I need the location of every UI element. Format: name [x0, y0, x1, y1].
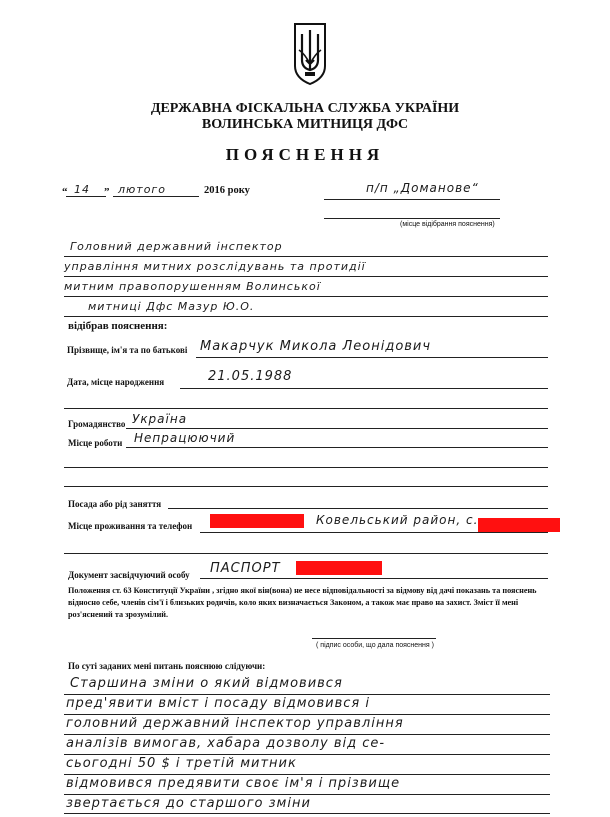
- date-day-line: [66, 196, 106, 197]
- date-place-caption: (місце відібрання пояснення): [400, 221, 495, 228]
- full-name-value: Макарчук Микола Леонідович: [200, 339, 432, 354]
- explanation-line-1: [64, 694, 550, 695]
- signature-line: [312, 638, 436, 639]
- org-name-line2: ВОЛИНСЬКА МИТНИЦЯ ДФС: [201, 117, 409, 132]
- residence-line2: [64, 553, 548, 554]
- date-place-line2: [324, 218, 500, 219]
- work-line2: [64, 467, 548, 468]
- birth-value: 21.05.1988: [208, 369, 293, 384]
- official-text-4: митниці Дфс Мазур Ю.О.: [88, 300, 255, 313]
- explanation-text-6: відмовився предявити своє ім'я і прізвище: [66, 776, 401, 791]
- date-day: 14: [74, 183, 90, 196]
- explanation-text-7: звертається до старшого зміни: [66, 796, 311, 811]
- work-line: [126, 447, 548, 448]
- citizenship-line: [126, 428, 548, 429]
- explanation-heading: По суті заданих мені питань пояснюю слідуючи:: [68, 661, 266, 671]
- official-line-3: [64, 296, 548, 297]
- official-line-1: [64, 256, 548, 257]
- explanation-line-2: [64, 714, 550, 715]
- explanation-line-7: [64, 813, 550, 814]
- id-doc-value: ПАСПОРТ: [210, 561, 281, 576]
- id-doc-line: [200, 578, 548, 579]
- org-name-line1: ДЕРЖАВНА ФІСКАЛЬНА СЛУЖБА УКРАЇНИ: [150, 101, 460, 116]
- explanation-line-4: [64, 754, 550, 755]
- full-name-label: Прізвище, ім'я та по батькові: [67, 345, 188, 355]
- residence-label: Місце проживання та телефон: [68, 521, 193, 531]
- explanation-text-4: аналізів вимогав, хабара дозволу від се-: [66, 736, 386, 751]
- work-label: Місце роботи: [68, 438, 123, 448]
- birth-line: [180, 388, 548, 389]
- signature-caption: ( підпис особи, що дала пояснення ): [316, 642, 434, 649]
- explanation-line-6: [64, 794, 550, 795]
- residence-redaction-1: [210, 514, 304, 528]
- residence-line: [200, 532, 548, 533]
- residence-value: Ковельський район, с.: [316, 513, 479, 527]
- position-label: Посада або рід заняття: [68, 499, 162, 509]
- full-name-line: [196, 357, 548, 358]
- explanation-text-3: головний державний інспектор управління: [66, 716, 404, 731]
- citizenship-value: Україна: [132, 412, 188, 426]
- work-line3: [64, 486, 548, 487]
- position-line: [168, 508, 548, 509]
- explanation-text-1: Старшина зміни о який відмовився: [70, 676, 343, 691]
- legal-paragraph: Положення ст. 63 Конституції України , згідно якої він(вона) не несе відповідальності за відмову від дачі показань та пояснень відносно себе, членів сім'ї і близьких родичів, коло яких визначається Законом, а також має право на захист. Зміст її мені роз'яснений та зрозумілий.: [68, 586, 537, 619]
- official-text-3: митним правопорушенням Волинської: [64, 280, 321, 293]
- citizenship-label: Громадянство: [68, 419, 126, 429]
- date-close-quote: ”: [104, 186, 110, 198]
- id-doc-label: Документ засвідчуючий особу: [68, 570, 190, 580]
- taken-from-heading: відібрав пояснення:: [68, 320, 168, 332]
- date-year: 2016 року: [204, 185, 250, 196]
- birth-label: Дата, місце народження: [67, 377, 165, 387]
- explanation-line-5: [64, 774, 550, 775]
- date-place: п/п „Доманове“: [366, 181, 479, 195]
- official-line-4: [64, 316, 548, 317]
- residence-redaction-2: [478, 518, 560, 532]
- date-open-quote: “: [62, 186, 68, 198]
- official-text-1: Головний державний інспектор: [70, 240, 283, 253]
- date-month: лютого: [118, 183, 166, 196]
- explanation-text-2: пред'явити вміст і посаду відмовився і: [66, 696, 370, 711]
- date-place-line: [324, 199, 500, 200]
- date-month-line: [113, 196, 199, 197]
- work-value: Непрацюючий: [134, 431, 236, 445]
- official-line-2: [64, 276, 548, 277]
- explanation-line-3: [64, 734, 550, 735]
- id-doc-redaction: [296, 561, 382, 575]
- document-title: ПОЯСНЕННЯ: [225, 145, 385, 164]
- birth-line2: [64, 408, 548, 409]
- official-text-2: управління митних розслідувань та протидії: [64, 260, 366, 273]
- explanation-text-5: сьогодні 50 $ і третій митник: [66, 756, 297, 771]
- trident-emblem: [291, 20, 329, 86]
